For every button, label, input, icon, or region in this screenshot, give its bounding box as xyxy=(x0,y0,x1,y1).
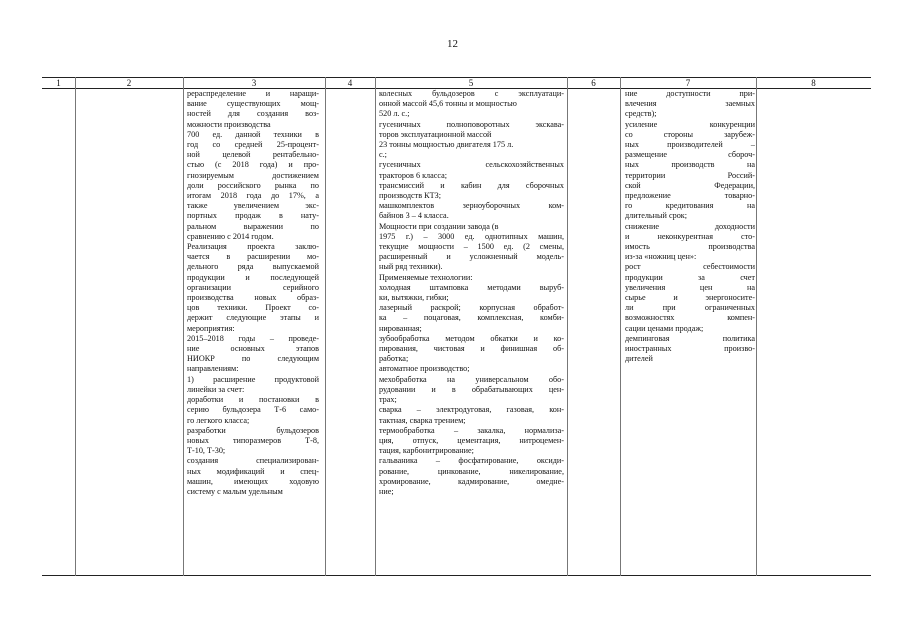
col5-line: ки, вытяжки, гибки; xyxy=(379,293,449,303)
col3-line: итогам 2018 года до 17%, а xyxy=(187,191,319,201)
col5-line: Мощности при создании завода (в xyxy=(379,221,499,231)
col5-line: холодная штамповка методами выруб- xyxy=(379,282,564,292)
col-divider-4 xyxy=(375,77,376,576)
col-divider-3 xyxy=(325,77,326,576)
col5-line: трансмиссий и кабин для сборочных xyxy=(379,180,564,190)
col-divider-6 xyxy=(620,77,621,576)
col3-line: ностей для создания воз- xyxy=(187,109,319,119)
col5-line: мехобработка на универсальном обо- xyxy=(379,374,564,384)
col-divider-2 xyxy=(183,77,184,576)
header-cell-5: 5 xyxy=(468,78,474,88)
col3-line: 2015–2018 годы – проведе- xyxy=(187,333,319,343)
col5-line: машкомплектов зерноуборочных ком- xyxy=(379,201,564,211)
col7-line: увеличения цен на xyxy=(625,282,755,292)
col7-line: ных производителей – xyxy=(625,140,755,150)
col7-line: размещение сбороч- xyxy=(625,150,755,160)
col3-line: новых типоразмеров Т-8, xyxy=(187,435,319,445)
col5-line: расширенный и усложненный модель- xyxy=(379,252,564,262)
col3-line: чается в расширении мо- xyxy=(187,252,319,262)
col5-line: 23 тонны мощностью двигателя 175 л. xyxy=(379,140,514,150)
col3-line: доработки и постановки в xyxy=(187,395,319,405)
col7-line: сырье и энергоносите- xyxy=(625,293,755,303)
col5-line: онной массой 45,6 тонны и мощностью xyxy=(379,99,517,109)
col7-line: сации ценами продаж; xyxy=(625,323,704,333)
col5-line: рование, цинкование, никелирование, xyxy=(379,466,564,476)
col7-line: ской Федерации, xyxy=(625,180,755,190)
page-number: 12 xyxy=(447,38,458,50)
col5-line: рудовании и в обрабатывающих цен- xyxy=(379,384,564,394)
col3-line: направлениям: xyxy=(187,364,239,374)
col7-line: из-за «ножниц цен»: xyxy=(625,252,697,262)
col7-line: влечения заемных xyxy=(625,99,755,109)
col5-line: пирования, чистовая и финишная об- xyxy=(379,344,564,354)
col3-line: производства новых образ- xyxy=(187,293,319,303)
col5-line: лазерный раскрой; корпусная обработ- xyxy=(379,303,564,313)
col5-line: ка – поцаговая, комплексная, комби- xyxy=(379,313,564,323)
col3-line: рераспределение и наращи- xyxy=(187,89,319,98)
col5-line: ный ряд техники). xyxy=(379,262,443,272)
col3-line: ной целевой рентабельно- xyxy=(187,150,319,160)
col3-line: систему с малым удельным xyxy=(187,486,283,496)
col3-line: можности производства xyxy=(187,119,271,129)
col-divider-1 xyxy=(75,77,76,576)
col5-line: 1975 г.) – 3000 ед. однотипных машин, xyxy=(379,231,564,241)
col5-line: сварка – электродуговая, газовая, кон- xyxy=(379,405,564,415)
col5-line: ние; xyxy=(379,486,394,496)
col7-line: со стороны зарубеж- xyxy=(625,129,755,139)
col5-line: гусеничных сельскохозяйственных xyxy=(379,160,564,170)
col3-line: также увеличением экс- xyxy=(187,201,319,211)
col3-line: разработки бульдозеров xyxy=(187,425,319,435)
col3-line: 700 ед. данной техники в xyxy=(187,129,319,139)
col-divider-5 xyxy=(567,77,568,576)
col3-line: портных продаж в нату- xyxy=(187,211,319,221)
col3-line: ных модификаций и спец- xyxy=(187,466,319,476)
col5-line: 520 л. с.; xyxy=(379,109,410,119)
col5-line: колесных бульдозеров с эксплуатаци- xyxy=(379,89,564,98)
col7-line: средств); xyxy=(625,109,657,119)
col3-line: сравнению с 2014 годом. xyxy=(187,231,274,241)
col5-line: гальваника – фосфатирование, оксиди- xyxy=(379,456,564,466)
col-divider-7 xyxy=(756,77,757,576)
col3-line: ние основных этапов xyxy=(187,344,319,354)
col3-line: гнозируемым достижением xyxy=(187,170,319,180)
col5-line: байнов 3 – 4 класса. xyxy=(379,211,449,221)
col3-line: Реализация проекта заклю- xyxy=(187,242,319,252)
col3-line: линейки за счет: xyxy=(187,384,245,394)
col5-line: трах; xyxy=(379,395,397,405)
cell-column-3-text xyxy=(187,89,319,497)
col5-line: Применяемые технологии: xyxy=(379,272,473,282)
col5-line: автоматное производство; xyxy=(379,364,470,374)
col3-line: Т-10, Т-30; xyxy=(187,446,226,456)
table-bottom-border xyxy=(42,575,871,576)
col3-line: 1) расширение продуктовой xyxy=(187,374,319,384)
header-cell-4: 4 xyxy=(347,78,353,88)
col3-line: вание существующих мощ- xyxy=(187,99,319,109)
col7-line: снижение доходности xyxy=(625,221,755,231)
col7-line: ние доступности при- xyxy=(625,89,755,98)
col5-line: ция, отпуск, цементация, нитроцемен- xyxy=(379,435,564,445)
col3-line: год со средней 25-процент- xyxy=(187,140,319,150)
col7-line: демпинговая политика xyxy=(625,333,755,343)
col7-line: ных производств на xyxy=(625,160,755,170)
col7-line: и неконкурентная сто- xyxy=(625,231,755,241)
col7-line: го кредитования на xyxy=(625,201,755,211)
header-cell-2: 2 xyxy=(126,78,132,88)
col7-line: имость производства xyxy=(625,242,755,252)
col3-line: серию бульдозера Т-6 само- xyxy=(187,405,319,415)
header-cell-8: 8 xyxy=(811,78,816,88)
col3-line: продукции и последующей xyxy=(187,272,319,282)
col3-line: цов техники. Проект со- xyxy=(187,303,319,313)
col5-line: торов эксплуатационной массой xyxy=(379,129,492,139)
col5-line: текущие мощности – 1500 ед. (2 смены, xyxy=(379,242,564,252)
col5-line: зубообработка методом обкатки и ко- xyxy=(379,333,564,343)
col5-line: хромирование, кадмирование, омедне- xyxy=(379,476,564,486)
col5-line: нированная; xyxy=(379,323,422,333)
col7-line: ли при ограниченных xyxy=(625,303,755,313)
col5-line: гусеничных полноповоротных экскава- xyxy=(379,119,564,129)
col7-line: территории Россий- xyxy=(625,170,755,180)
col7-line: длительный срок; xyxy=(625,211,688,221)
col5-line: тракторов 6 класса; xyxy=(379,170,448,180)
col3-line: стью (с 2018 года) и про- xyxy=(187,160,319,170)
col3-line: ральном выражении по xyxy=(187,221,319,231)
col7-line: продукции за счет xyxy=(625,272,755,282)
col3-line: держит следующие этапы и xyxy=(187,313,319,323)
col3-line: дельного ряда выпускаемой xyxy=(187,262,319,272)
col5-line: термообработка – закалка, нормализа- xyxy=(379,425,564,435)
col3-line: НИОКР по следующим xyxy=(187,354,319,364)
col5-line: тактная, сварка трением; xyxy=(379,415,466,425)
col5-line: тация, карбонитрирование; xyxy=(379,446,474,456)
col3-line: доли российского рынка по xyxy=(187,180,319,190)
col3-line: создания специализирован- xyxy=(187,456,319,466)
col7-line: усиление конкуренции xyxy=(625,119,755,129)
header-cell-1: 1 xyxy=(56,78,61,88)
col7-line: иностранных произво- xyxy=(625,344,755,354)
col7-line: предложение товарно- xyxy=(625,191,755,201)
col5-line: производств КТЗ; xyxy=(379,191,441,201)
col5-line: работка; xyxy=(379,354,409,364)
col7-line: дителей xyxy=(625,354,653,364)
cell-column-5-text xyxy=(379,89,564,497)
col3-line: организации серийного xyxy=(187,282,319,292)
col3-line: го легкого класса; xyxy=(187,415,250,425)
header-cell-7: 7 xyxy=(685,78,691,88)
cell-column-7-text xyxy=(625,89,755,364)
col3-line: мероприятия: xyxy=(187,323,235,333)
data-table xyxy=(42,77,871,576)
header-cell-3: 3 xyxy=(251,78,257,88)
col5-line: с.; xyxy=(379,150,387,160)
col7-line: возможностях компен- xyxy=(625,313,755,323)
header-cell-6: 6 xyxy=(591,78,596,88)
col3-line: машин, имеющих ходовую xyxy=(187,476,319,486)
col7-line: рост себестоимости xyxy=(625,262,755,272)
